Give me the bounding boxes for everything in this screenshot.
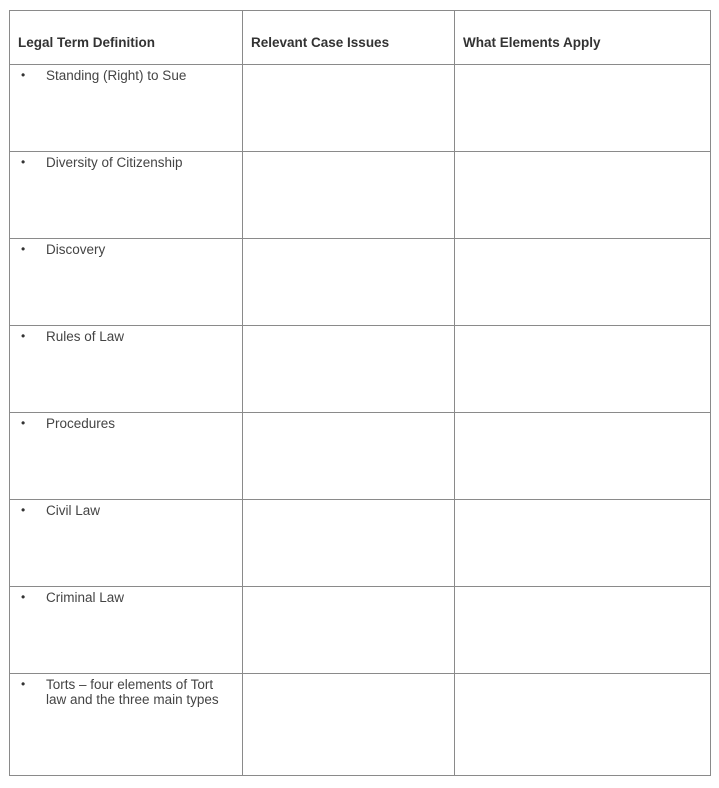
term-cell: [10, 326, 243, 413]
header-legal-term-definition: Legal Term Definition: [10, 11, 243, 65]
term-cell: [10, 239, 243, 326]
term-label: Rules of Law: [46, 329, 125, 344]
term-cell: [10, 152, 243, 239]
header-what-elements-apply: What Elements Apply: [455, 11, 710, 65]
elements-apply-cell[interactable]: [455, 152, 710, 239]
elements-apply-cell[interactable]: [455, 326, 710, 413]
bullet-icon: •: [21, 503, 26, 517]
case-issues-cell[interactable]: [243, 65, 455, 152]
bullet-icon: •: [21, 677, 26, 691]
term-cell: [10, 65, 243, 152]
case-issues-cell[interactable]: [243, 413, 455, 500]
bullet-icon: •: [21, 68, 26, 82]
elements-apply-cell[interactable]: [455, 587, 710, 674]
elements-apply-cell[interactable]: [455, 500, 710, 587]
bullet-icon: •: [21, 242, 26, 256]
term-cell: [10, 413, 243, 500]
elements-apply-cell[interactable]: [455, 239, 710, 326]
case-issues-cell[interactable]: [243, 239, 455, 326]
bullet-icon: •: [21, 155, 26, 169]
term-label: Procedures: [46, 416, 116, 431]
case-issues-cell[interactable]: [243, 500, 455, 587]
elements-apply-cell[interactable]: [455, 413, 710, 500]
bullet-icon: •: [21, 590, 26, 604]
term-label: Diversity of Citizenship: [46, 155, 183, 170]
term-label: Standing (Right) to Sue: [46, 68, 187, 83]
term-label: Discovery: [46, 242, 106, 257]
bullet-icon: •: [21, 416, 26, 430]
term-label: Civil Law: [46, 503, 101, 518]
elements-apply-cell[interactable]: [455, 674, 710, 775]
case-issues-cell[interactable]: [243, 587, 455, 674]
term-label: Criminal Law: [46, 590, 125, 605]
bullet-icon: •: [21, 329, 26, 343]
case-issues-cell[interactable]: [243, 674, 455, 775]
header-relevant-case-issues: Relevant Case Issues: [243, 11, 455, 65]
legal-terms-table: [9, 10, 711, 776]
term-cell: [10, 674, 243, 775]
term-cell: [10, 500, 243, 587]
elements-apply-cell[interactable]: [455, 65, 710, 152]
case-issues-cell[interactable]: [243, 326, 455, 413]
term-cell: [10, 587, 243, 674]
case-issues-cell[interactable]: [243, 152, 455, 239]
term-label: Torts – four elements of Tort law and the three main types: [46, 677, 219, 707]
